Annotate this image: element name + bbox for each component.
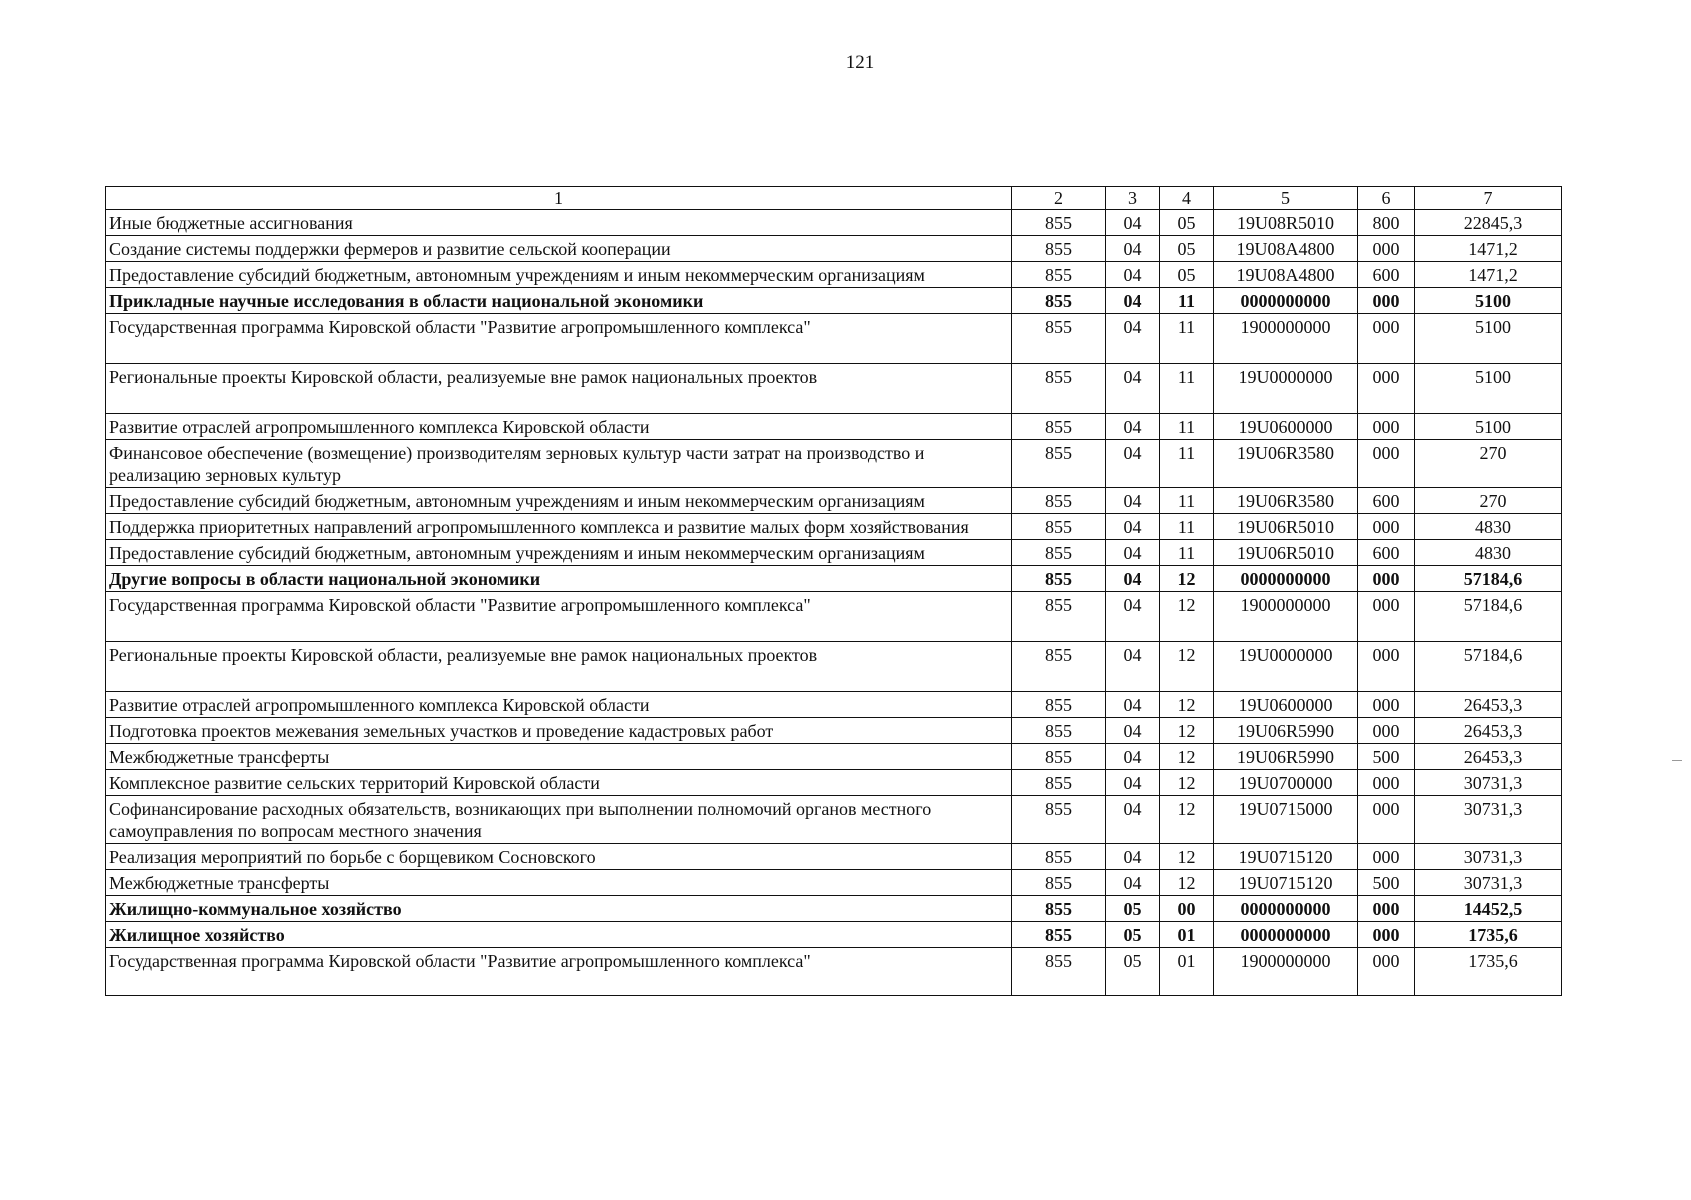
table-row	[106, 364, 1562, 414]
row-type-cell: 000	[1358, 796, 1415, 844]
table-row	[106, 488, 1562, 514]
row-section-cell: 855	[1012, 314, 1106, 364]
row-name-cell: Создание системы поддержки фермеров и развитие сельской кооперации	[106, 236, 1012, 262]
row-amount-cell: 1735,6	[1415, 948, 1562, 996]
row-name-cell: Государственная программа Кировской области "Развитие агропромышленного комплекса"	[106, 314, 1012, 364]
table-header-row	[106, 187, 1562, 210]
row-amount-cell: 57184,6	[1415, 566, 1562, 592]
row-code-cell: 19U08A4800	[1214, 262, 1358, 288]
table-body	[106, 210, 1562, 996]
row-name-cell: Другие вопросы в области национальной экономики	[106, 566, 1012, 592]
table-row	[106, 896, 1562, 922]
row-subsection2-cell: 12	[1160, 592, 1214, 642]
row-section-cell: 855	[1012, 770, 1106, 796]
row-section-cell: 855	[1012, 440, 1106, 488]
row-subsection2-cell: 01	[1160, 922, 1214, 948]
row-amount-cell: 30731,3	[1415, 796, 1562, 844]
row-type-cell: 600	[1358, 262, 1415, 288]
table-row	[106, 692, 1562, 718]
table-row	[106, 236, 1562, 262]
row-subsection2-cell: 12	[1160, 566, 1214, 592]
row-code-cell: 19U0000000	[1214, 642, 1358, 692]
row-section-cell: 855	[1012, 566, 1106, 592]
table-row	[106, 566, 1562, 592]
row-name-cell: Предоставление субсидий бюджетным, автономным учреждениям и иным некоммерческим организациям	[106, 540, 1012, 566]
row-subsection2-cell: 11	[1160, 540, 1214, 566]
row-subsection2-cell: 11	[1160, 440, 1214, 488]
row-amount-cell: 30731,3	[1415, 844, 1562, 870]
row-code-cell: 19U0700000	[1214, 770, 1358, 796]
row-subsection-cell: 04	[1106, 288, 1160, 314]
row-subsection2-cell: 11	[1160, 364, 1214, 414]
row-type-cell: 000	[1358, 642, 1415, 692]
row-amount-cell: 4830	[1415, 540, 1562, 566]
row-subsection-cell: 04	[1106, 870, 1160, 896]
row-amount-cell: 14452,5	[1415, 896, 1562, 922]
row-type-cell: 600	[1358, 488, 1415, 514]
row-code-cell: 0000000000	[1214, 566, 1358, 592]
row-subsection-cell: 04	[1106, 566, 1160, 592]
table-row	[106, 642, 1562, 692]
row-code-cell: 19U06R3580	[1214, 440, 1358, 488]
row-subsection-cell: 04	[1106, 540, 1160, 566]
row-subsection-cell: 04	[1106, 796, 1160, 844]
row-amount-cell: 57184,6	[1415, 642, 1562, 692]
row-name-cell: Реализация мероприятий по борьбе с борщевиком Сосновского	[106, 844, 1012, 870]
row-subsection2-cell: 12	[1160, 870, 1214, 896]
table-row	[106, 314, 1562, 364]
row-name-cell: Поддержка приоритетных направлений агропромышленного комплекса и развитие малых форм хозяйствования	[106, 514, 1012, 540]
row-name-cell: Софинансирование расходных обязательств, возникающих при выполнении полномочий органов местного самоуправления по вопросам местного значения	[106, 796, 1012, 844]
row-subsection2-cell: 12	[1160, 770, 1214, 796]
row-subsection2-cell: 01	[1160, 948, 1214, 996]
table-header-cell: 5	[1214, 187, 1358, 210]
row-subsection-cell: 04	[1106, 236, 1160, 262]
row-code-cell: 1900000000	[1214, 948, 1358, 996]
row-subsection2-cell: 12	[1160, 642, 1214, 692]
row-type-cell: 000	[1358, 592, 1415, 642]
row-type-cell: 600	[1358, 540, 1415, 566]
table-row	[106, 210, 1562, 236]
row-name-cell: Государственная программа Кировской области "Развитие агропромышленного комплекса"	[106, 592, 1012, 642]
table-row	[106, 844, 1562, 870]
table-header-cell: 3	[1106, 187, 1160, 210]
row-name-cell: Государственная программа Кировской области "Развитие агропромышленного комплекса"	[106, 948, 1012, 996]
row-subsection-cell: 04	[1106, 692, 1160, 718]
row-code-cell: 0000000000	[1214, 922, 1358, 948]
row-subsection2-cell: 12	[1160, 692, 1214, 718]
row-subsection-cell: 04	[1106, 718, 1160, 744]
row-type-cell: 000	[1358, 414, 1415, 440]
row-section-cell: 855	[1012, 870, 1106, 896]
row-name-cell: Подготовка проектов межевания земельных участков и проведение кадастровых работ	[106, 718, 1012, 744]
table-header-cell: 6	[1358, 187, 1415, 210]
row-section-cell: 855	[1012, 896, 1106, 922]
row-type-cell: 500	[1358, 870, 1415, 896]
row-amount-cell: 22845,3	[1415, 210, 1562, 236]
row-subsection2-cell: 12	[1160, 718, 1214, 744]
row-subsection-cell: 04	[1106, 770, 1160, 796]
row-name-cell: Развитие отраслей агропромышленного комплекса Кировской области	[106, 692, 1012, 718]
row-code-cell: 19U0600000	[1214, 692, 1358, 718]
row-type-cell: 000	[1358, 314, 1415, 364]
row-type-cell: 000	[1358, 566, 1415, 592]
row-amount-cell: 26453,3	[1415, 718, 1562, 744]
row-code-cell: 0000000000	[1214, 288, 1358, 314]
row-amount-cell: 270	[1415, 440, 1562, 488]
row-amount-cell: 1735,6	[1415, 922, 1562, 948]
row-type-cell: 000	[1358, 896, 1415, 922]
row-amount-cell: 1471,2	[1415, 262, 1562, 288]
row-subsection-cell: 04	[1106, 364, 1160, 414]
budget-table	[105, 186, 1562, 996]
row-code-cell: 1900000000	[1214, 314, 1358, 364]
row-name-cell: Региональные проекты Кировской области, реализуемые вне рамок национальных проектов	[106, 642, 1012, 692]
row-code-cell: 19U0715120	[1214, 870, 1358, 896]
row-section-cell: 855	[1012, 210, 1106, 236]
row-subsection2-cell: 11	[1160, 288, 1214, 314]
row-subsection-cell: 04	[1106, 592, 1160, 642]
row-amount-cell: 5100	[1415, 414, 1562, 440]
row-section-cell: 855	[1012, 236, 1106, 262]
row-type-cell: 000	[1358, 440, 1415, 488]
table-row	[106, 440, 1562, 488]
row-name-cell: Межбюджетные трансферты	[106, 744, 1012, 770]
row-amount-cell: 5100	[1415, 314, 1562, 364]
row-section-cell: 855	[1012, 922, 1106, 948]
table-row	[106, 514, 1562, 540]
row-code-cell: 19U08A4800	[1214, 236, 1358, 262]
row-section-cell: 855	[1012, 744, 1106, 770]
row-name-cell: Региональные проекты Кировской области, реализуемые вне рамок национальных проектов	[106, 364, 1012, 414]
row-type-cell: 800	[1358, 210, 1415, 236]
row-name-cell: Жилищно-коммунальное хозяйство	[106, 896, 1012, 922]
row-code-cell: 19U06R5990	[1214, 744, 1358, 770]
row-type-cell: 000	[1358, 514, 1415, 540]
table-row	[106, 870, 1562, 896]
row-amount-cell: 26453,3	[1415, 692, 1562, 718]
row-section-cell: 855	[1012, 488, 1106, 514]
row-type-cell: 000	[1358, 364, 1415, 414]
row-name-cell: Прикладные научные исследования в области национальной экономики	[106, 288, 1012, 314]
row-type-cell: 000	[1358, 844, 1415, 870]
scan-mark	[1672, 760, 1682, 761]
row-section-cell: 855	[1012, 948, 1106, 996]
row-section-cell: 855	[1012, 592, 1106, 642]
row-amount-cell: 30731,3	[1415, 870, 1562, 896]
row-subsection2-cell: 12	[1160, 844, 1214, 870]
row-type-cell: 000	[1358, 288, 1415, 314]
row-name-cell: Предоставление субсидий бюджетным, автономным учреждениям и иным некоммерческим организациям	[106, 488, 1012, 514]
row-code-cell: 19U0715000	[1214, 796, 1358, 844]
table-row	[106, 592, 1562, 642]
table-header-cell: 1	[106, 187, 1012, 210]
table-row	[106, 770, 1562, 796]
row-subsection-cell: 05	[1106, 922, 1160, 948]
row-section-cell: 855	[1012, 364, 1106, 414]
row-code-cell: 19U06R5010	[1214, 540, 1358, 566]
table-row	[106, 922, 1562, 948]
row-code-cell: 19U08R5010	[1214, 210, 1358, 236]
row-subsection-cell: 04	[1106, 210, 1160, 236]
table-row	[106, 948, 1562, 996]
row-code-cell: 19U06R5990	[1214, 718, 1358, 744]
row-name-cell: Финансовое обеспечение (возмещение) производителям зерновых культур части затрат на производство и реализацию зерновых культур	[106, 440, 1012, 488]
row-type-cell: 000	[1358, 770, 1415, 796]
row-subsection2-cell: 00	[1160, 896, 1214, 922]
row-amount-cell: 270	[1415, 488, 1562, 514]
row-section-cell: 855	[1012, 540, 1106, 566]
row-subsection2-cell: 12	[1160, 796, 1214, 844]
row-type-cell: 500	[1358, 744, 1415, 770]
row-code-cell: 19U0715120	[1214, 844, 1358, 870]
table-row	[106, 262, 1562, 288]
row-subsection-cell: 04	[1106, 844, 1160, 870]
row-subsection2-cell: 05	[1160, 262, 1214, 288]
row-amount-cell: 5100	[1415, 288, 1562, 314]
row-amount-cell: 26453,3	[1415, 744, 1562, 770]
row-subsection-cell: 05	[1106, 948, 1160, 996]
row-section-cell: 855	[1012, 414, 1106, 440]
row-type-cell: 000	[1358, 922, 1415, 948]
row-section-cell: 855	[1012, 262, 1106, 288]
row-name-cell: Жилищное хозяйство	[106, 922, 1012, 948]
row-name-cell: Развитие отраслей агропромышленного комплекса Кировской области	[106, 414, 1012, 440]
row-name-cell: Комплексное развитие сельских территорий Кировской области	[106, 770, 1012, 796]
row-amount-cell: 30731,3	[1415, 770, 1562, 796]
table-header-cell: 2	[1012, 187, 1106, 210]
table-row	[106, 744, 1562, 770]
row-amount-cell: 4830	[1415, 514, 1562, 540]
row-subsection-cell: 04	[1106, 514, 1160, 540]
row-amount-cell: 5100	[1415, 364, 1562, 414]
row-section-cell: 855	[1012, 288, 1106, 314]
row-name-cell: Межбюджетные трансферты	[106, 870, 1012, 896]
row-subsection-cell: 04	[1106, 414, 1160, 440]
row-subsection2-cell: 11	[1160, 314, 1214, 364]
row-section-cell: 855	[1012, 844, 1106, 870]
row-section-cell: 855	[1012, 642, 1106, 692]
row-subsection2-cell: 11	[1160, 514, 1214, 540]
row-type-cell: 000	[1358, 692, 1415, 718]
row-subsection-cell: 04	[1106, 642, 1160, 692]
row-code-cell: 19U06R5010	[1214, 514, 1358, 540]
row-code-cell: 0000000000	[1214, 896, 1358, 922]
row-amount-cell: 57184,6	[1415, 592, 1562, 642]
row-code-cell: 19U0600000	[1214, 414, 1358, 440]
row-subsection2-cell: 05	[1160, 236, 1214, 262]
row-code-cell: 19U06R3580	[1214, 488, 1358, 514]
table-header-cell: 4	[1160, 187, 1214, 210]
row-type-cell: 000	[1358, 948, 1415, 996]
page-number: 121	[845, 52, 875, 73]
row-subsection-cell: 04	[1106, 314, 1160, 364]
table-row	[106, 288, 1562, 314]
row-type-cell: 000	[1358, 718, 1415, 744]
table-row	[106, 414, 1562, 440]
row-code-cell: 1900000000	[1214, 592, 1358, 642]
row-subsection-cell: 05	[1106, 896, 1160, 922]
table-row	[106, 540, 1562, 566]
row-code-cell: 19U0000000	[1214, 364, 1358, 414]
table-row	[106, 718, 1562, 744]
row-section-cell: 855	[1012, 796, 1106, 844]
row-subsection2-cell: 05	[1160, 210, 1214, 236]
row-name-cell: Иные бюджетные ассигнования	[106, 210, 1012, 236]
table-row	[106, 796, 1562, 844]
row-subsection2-cell: 11	[1160, 488, 1214, 514]
row-subsection-cell: 04	[1106, 440, 1160, 488]
row-subsection-cell: 04	[1106, 262, 1160, 288]
row-subsection2-cell: 11	[1160, 414, 1214, 440]
row-section-cell: 855	[1012, 514, 1106, 540]
row-amount-cell: 1471,2	[1415, 236, 1562, 262]
row-subsection-cell: 04	[1106, 488, 1160, 514]
row-name-cell: Предоставление субсидий бюджетным, автономным учреждениям и иным некоммерческим организациям	[106, 262, 1012, 288]
row-section-cell: 855	[1012, 692, 1106, 718]
table-header-cell: 7	[1415, 187, 1562, 210]
row-type-cell: 000	[1358, 236, 1415, 262]
row-subsection2-cell: 12	[1160, 744, 1214, 770]
row-section-cell: 855	[1012, 718, 1106, 744]
row-subsection-cell: 04	[1106, 744, 1160, 770]
